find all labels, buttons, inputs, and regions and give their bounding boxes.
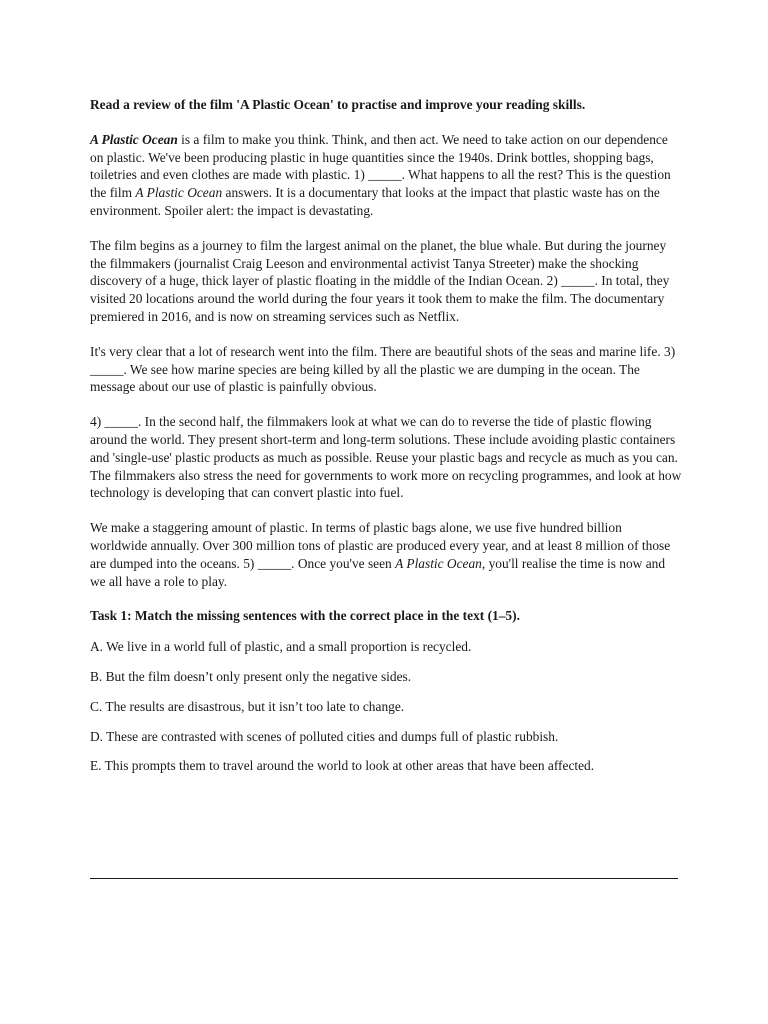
paragraph-5-text-b: , you'll realise the time is now and we all have a role to play.	[90, 555, 666, 589]
task-heading: Task 1: Match the missing sentences with the correct place in the text (1–5).	[90, 608, 520, 624]
task-options	[90, 638, 682, 775]
task-option: E. This prompts them to travel around the world to look at other areas that have been affected.	[90, 758, 595, 774]
paragraph-1	[90, 131, 682, 220]
task-option: A. We live in a world full of plastic, and a small proportion is recycled.	[90, 639, 472, 655]
page-heading: Read a review of the film 'A Plastic Ocean' to practise and improve your reading skills.	[90, 97, 586, 112]
paragraph-5-text-a: We make a staggering amount of plastic. In terms of plastic bags alone, we use five hundred billion worldwide annually. Over 300 million tons of plastic are produced every year, and at least 8 million of those are dumped into the oceans. 5) _____. Once you've seen	[90, 520, 671, 571]
paragraph-2: The film begins as a journey to film the largest animal on the planet, the blue whale. But during the journey the filmmakers (journalist Craig Leeson and environmental activist Tanya Streeter) make the shocking discovery of a huge, thick layer of plastic floating in the middle of the Indian Ocean. 2) _____. In total, they visited 20 locations around the world during the four years it took them to make the film. The documentary premiered in 2016, and is now on streaming services such as Netflix.	[90, 237, 670, 324]
paragraph-4: 4) _____. In the second half, the filmmakers look at what we can do to reverse the tide of plastic flowing around the world. They present short-term and long-term solutions. These include avoiding plastic containers and 'single-use' plastic products as much as possible. Reuse your plastic bags and recycle as much as you can. The filmmakers also stress the need for governments to work more on recycling programmes, and look at how technology is developing that can convert plastic into fuel.	[90, 414, 682, 501]
film-title-inline: A Plastic Ocean	[135, 185, 223, 201]
document-body	[90, 96, 682, 787]
horizontal-divider	[90, 878, 678, 879]
film-title: A Plastic Ocean	[90, 131, 178, 147]
paragraph-3: It's very clear that a lot of research went into the film. There are beautiful shots of the seas and marine life. 3) _____. We see how marine species are being killed by all the plastic we are dumping in the ocean. The message about our use of plastic is painfully obvious.	[90, 343, 676, 395]
task-option: C. The results are disastrous, but it isn’t too late to change.	[90, 698, 405, 714]
paragraph-1-text-a: is a film to make you think. Think, and then act. We need to take action on our dependence on plastic. We've been producing plastic in huge quantities since the 1940s. Drink bottles, shopping bags, toiletries and even clothes are made with plastic. 1) _____. What happens to all the rest? This is the question the film	[90, 131, 671, 201]
paragraph-1-text-b: answers. It is a documentary that looks at the impact that plastic waste has on the environment. Spoiler alert: the impact is devastating.	[90, 185, 660, 218]
task-option: B. But the film doesn’t only present only the negative sides.	[90, 668, 412, 684]
film-title-inline: A Plastic Ocean	[395, 555, 482, 571]
paragraph-5	[90, 519, 682, 590]
task-option: D. These are contrasted with scenes of polluted cities and dumps full of plastic rubbish.	[90, 728, 559, 744]
